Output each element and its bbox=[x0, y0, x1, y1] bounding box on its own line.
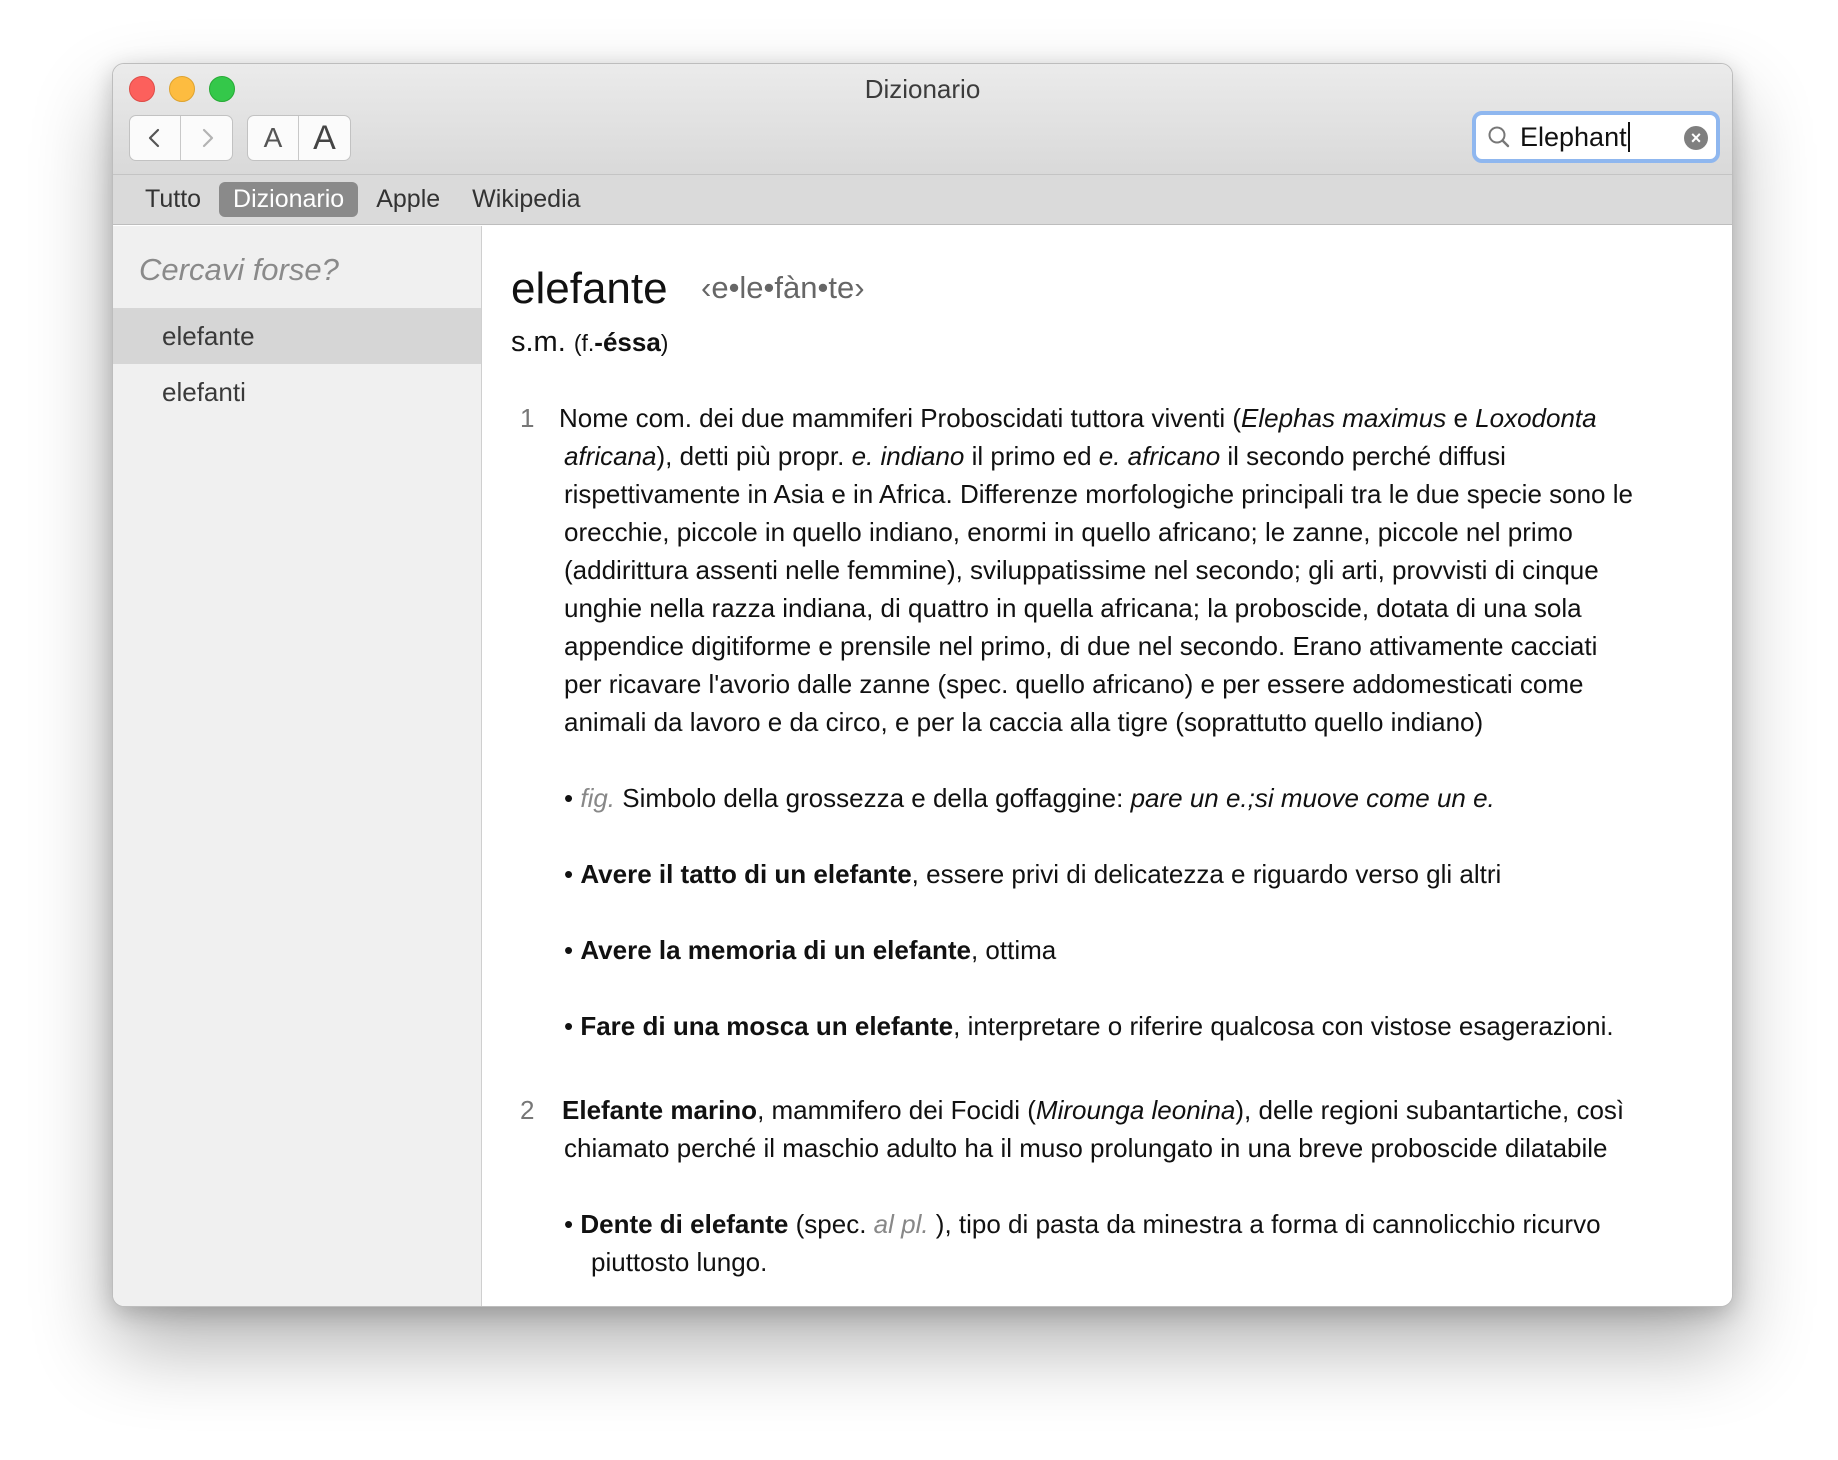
search-input[interactable]: Elephant bbox=[1520, 122, 1630, 152]
definition-line: Nome com. dei due mammiferi Proboscidati tuttora viventi (Elephas maximus e Loxodonta bbox=[559, 403, 1597, 433]
tab-tutto[interactable]: Tutto bbox=[145, 185, 202, 213]
definition-line: animali da lavoro e da circo, e per la caccia alla tigre (soprattutto quello indiano) bbox=[564, 707, 1484, 737]
tab-dizionario[interactable]: Dizionario bbox=[219, 182, 358, 217]
dictionary-window bbox=[112, 63, 1733, 1307]
definition-line: appendice digitiforme e prensile nel primo, di due nel secondo. Erano attivamente cacciati bbox=[564, 631, 1598, 661]
definition-line: per ricavare l'avorio dalle zanne (spec. quello africano) e per essere addomesticati come bbox=[564, 669, 1584, 699]
phrase-entry: • Avere la memoria di un elefante, ottima bbox=[564, 935, 1057, 965]
sidebar-item-elefante[interactable]: elefante bbox=[113, 308, 481, 364]
sense-number: 1 bbox=[520, 403, 535, 433]
definition-line: (addirittura assenti nelle femmine), sviluppatissime nel secondo; gli arti, provvisti di cinque bbox=[564, 555, 1599, 585]
font-size-group bbox=[247, 115, 351, 161]
sense-number: 2 bbox=[520, 1095, 535, 1125]
clear-search-icon[interactable]: × bbox=[1684, 126, 1708, 150]
font-larger-button[interactable]: A bbox=[313, 118, 336, 157]
definition-line: chiamato perché il maschio adulto ha il muso prolungato in una breve proboscide dilatabile bbox=[564, 1133, 1608, 1163]
figurative-usage: • fig. Simbolo della grossezza e della goffaggine: pare un e.;si muove come un e. bbox=[564, 783, 1495, 813]
chevron-left-icon bbox=[144, 127, 166, 149]
definition-line: africana), detti più propr. e. indiano il primo ed e. africano il secondo perché diffusi bbox=[564, 441, 1506, 471]
definition-line: rispettivamente in Asia e in Africa. Differenze morfologiche principali tra le due specie sono le bbox=[564, 479, 1633, 509]
tab-wikipedia[interactable]: Wikipedia bbox=[472, 185, 581, 213]
search-icon bbox=[1486, 124, 1512, 150]
navigation-group bbox=[129, 115, 233, 161]
tab-apple[interactable]: Apple bbox=[376, 185, 441, 213]
headword: elefante bbox=[511, 264, 668, 313]
sidebar-heading: Cercavi forse? bbox=[139, 252, 339, 287]
definition-line: unghie nella razza indiana, di quattro in quella africana; la proboscide, dotata di una sola bbox=[564, 593, 1582, 623]
definition-line: orecchie, piccole in quello indiano, enormi in quello africano; le zanne, piccole nel primo bbox=[564, 517, 1573, 547]
phrase-continuation: piuttosto lungo. bbox=[591, 1247, 768, 1277]
chevron-right-icon bbox=[196, 127, 218, 149]
sidebar bbox=[113, 226, 482, 1306]
part-of-speech: s.m. (f.-éssa) bbox=[511, 326, 669, 358]
scope-bar bbox=[113, 175, 1732, 225]
phrase-entry: • Avere il tatto di un elefante, essere privi di delicatezza e riguardo verso gli altri bbox=[564, 859, 1502, 889]
syllabification: ‹e•le•fàn•te› bbox=[701, 270, 865, 305]
font-smaller-button[interactable]: A bbox=[248, 116, 299, 160]
title-bar bbox=[113, 64, 1732, 175]
definition-line: Elefante marino, mammifero dei Focidi (Mirounga leonina), delle regioni subantartiche, così bbox=[562, 1095, 1625, 1125]
sidebar-item-elefanti[interactable]: elefanti bbox=[162, 377, 246, 407]
forward-button[interactable] bbox=[181, 116, 232, 160]
definition-pane bbox=[482, 226, 1732, 1306]
phrase-entry: • Fare di una mosca un elefante, interpretare o riferire qualcosa con vistose esagerazioni. bbox=[564, 1011, 1614, 1041]
window-title: Dizionario bbox=[864, 74, 981, 104]
phrase-entry: • Dente di elefante (spec. al pl. ), tipo di pasta da minestra a forma di cannolicchio ricurvo bbox=[564, 1209, 1601, 1239]
search-field[interactable] bbox=[1472, 111, 1720, 163]
back-button[interactable] bbox=[130, 116, 181, 160]
